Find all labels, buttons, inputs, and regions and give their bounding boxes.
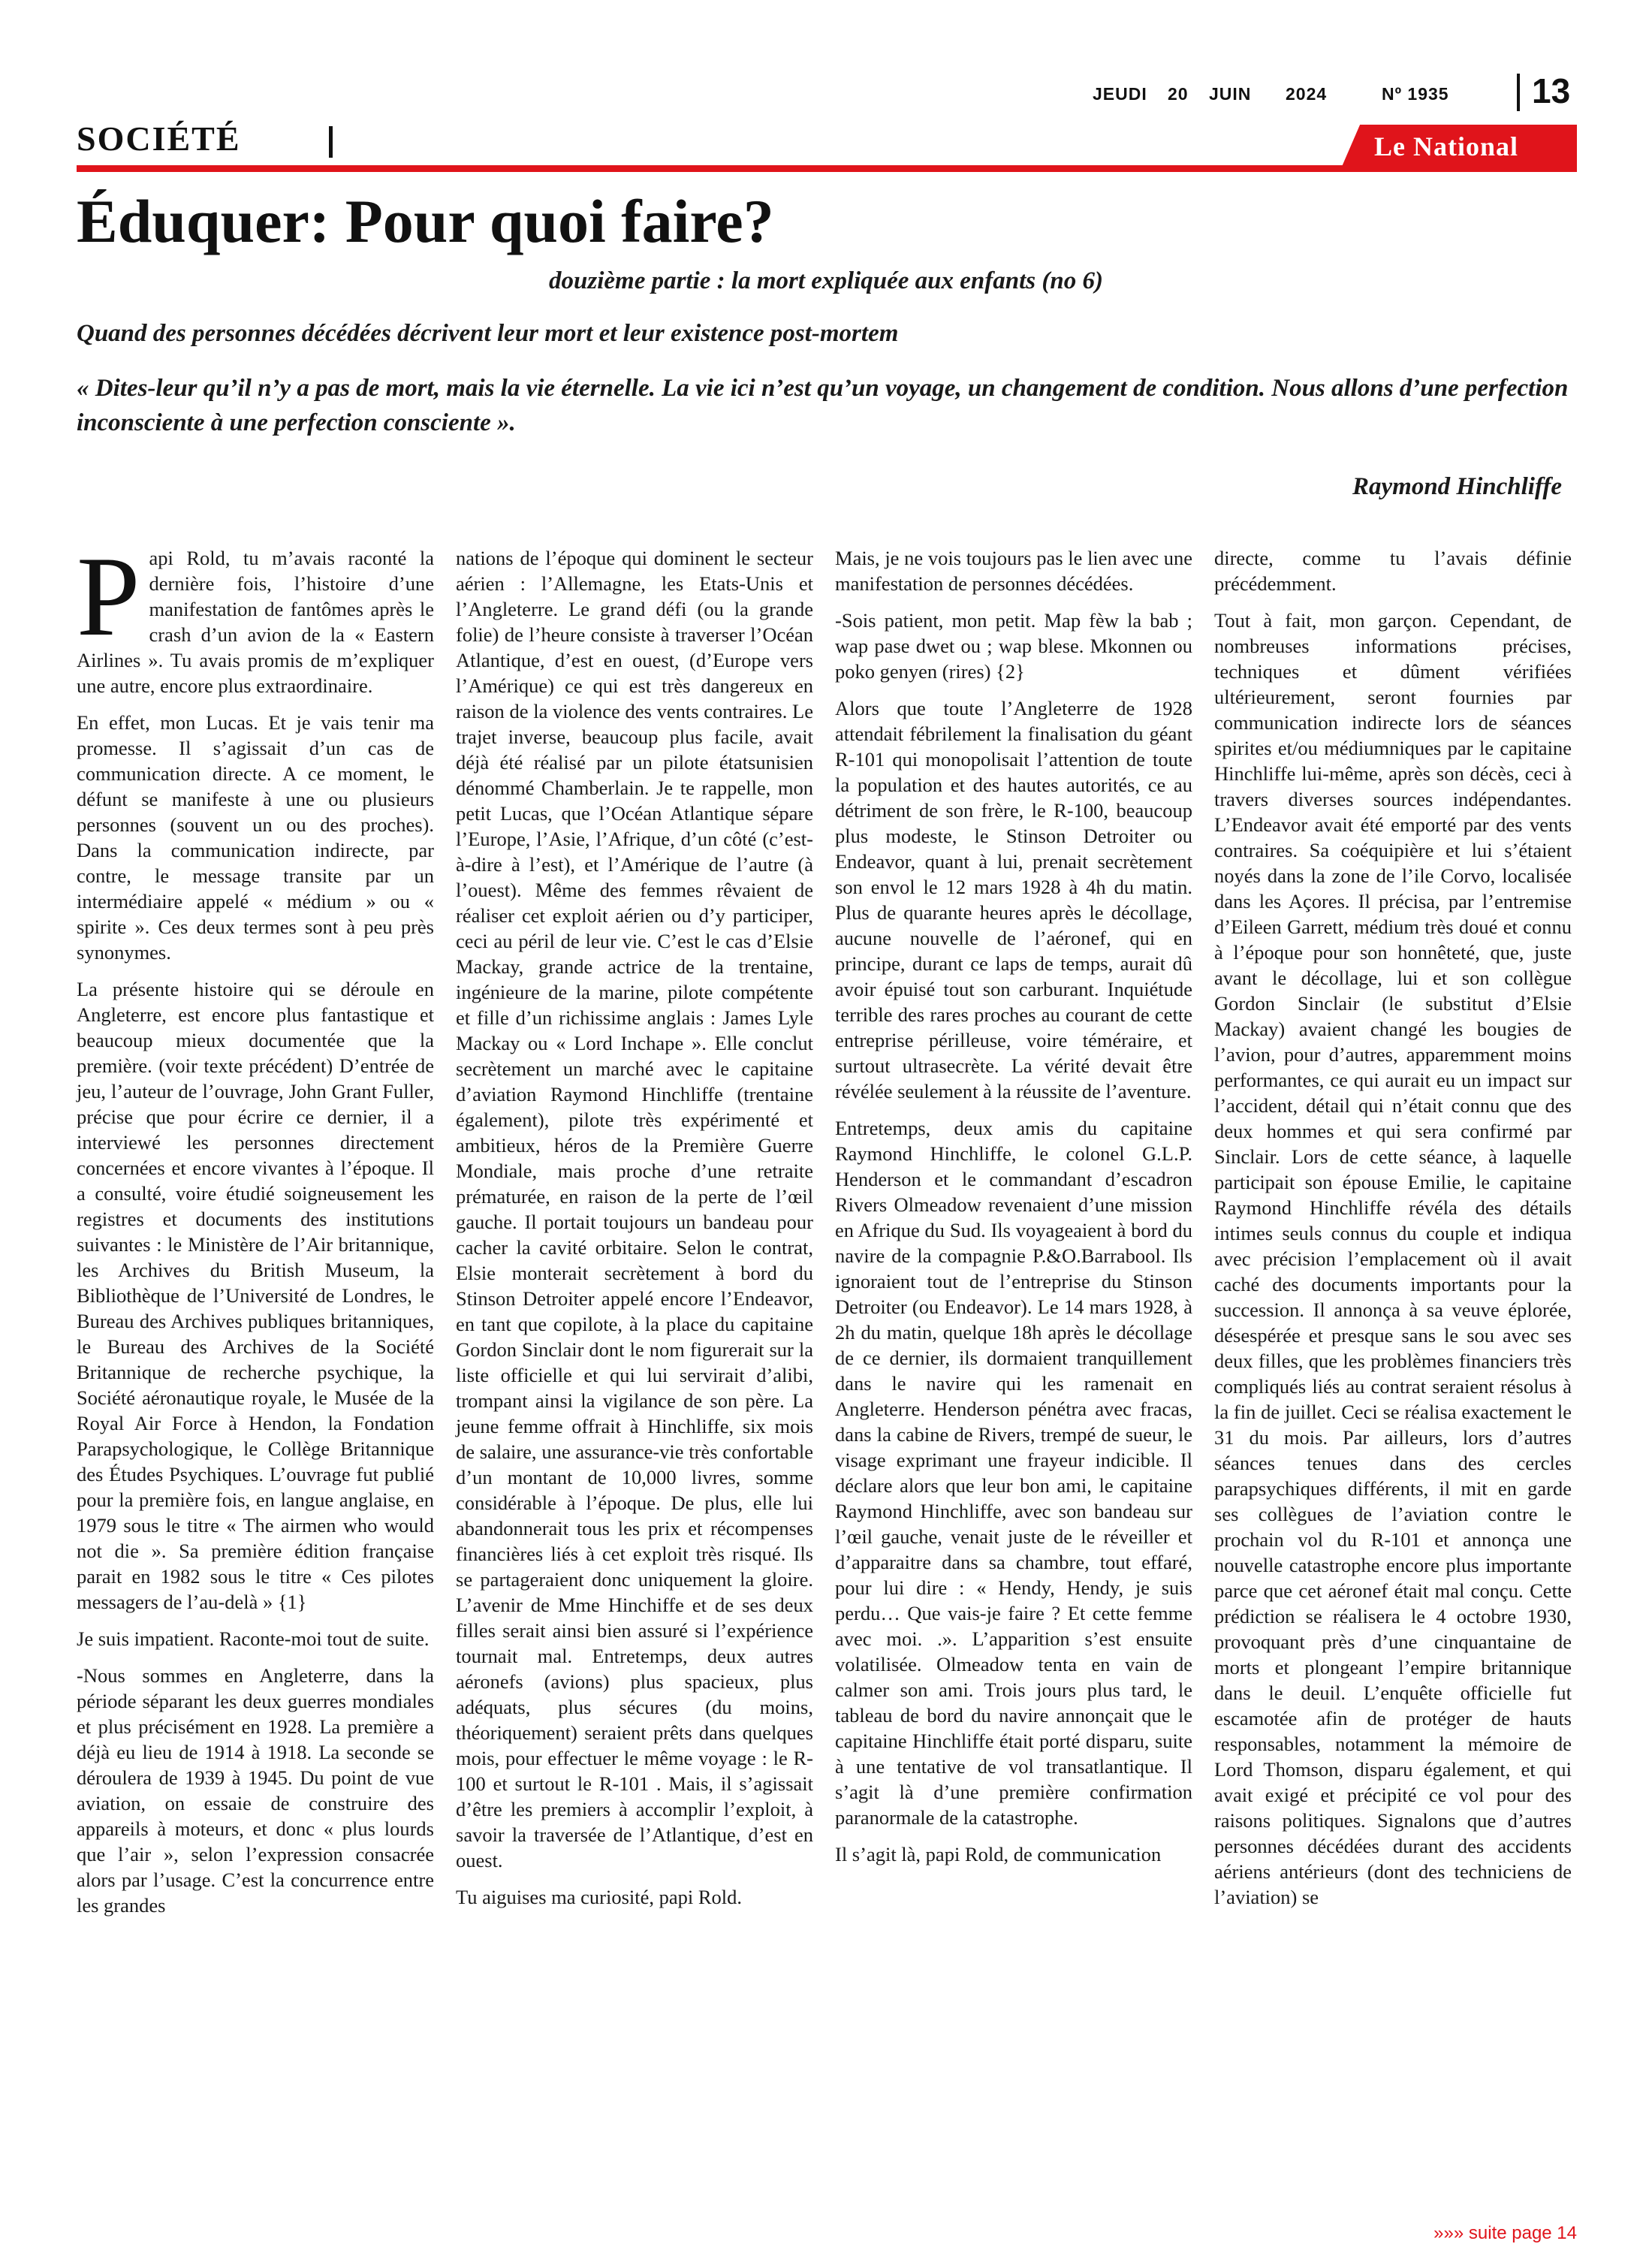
brand-logo: Le National [1374, 131, 1519, 161]
issue-month: JUIN [1209, 84, 1252, 104]
paragraph: Alors que toute l’Angleterre de 1928 attendait fébrilement la finalisation du géant R-101 qui monopolisait l’attention de toute la population et des hautes autorités, ce au détriment de son frère, le R-100, beaucoup plus modeste, le Stinson Detroiter ou Endeavor, quant à lui, prenait secrètement son envol le 12 mars 1928 à 4h du matin. Plus de quarante heures après le décollage, aucune nouvelle de l’aéronef, qui en principe, durant ce laps de temps, aurait dû avoir épuisé tout son carburant. Inquiétude terrible des rares proches au courant de cette entreprise périlleuse, voire téméraire, et surtout ultrasecrète. La vérité devait être révélée seulement à la réussite de l’aventure. [835, 697, 1192, 1102]
paragraph: Je suis impatient. Raconte-moi tout de suite. [77, 1627, 430, 1650]
paragraph-text: api Rold, tu m’avais raconté la dernière fois, l’histoire d’une manifestation de fantômes après le crash d’un avion de la « Eastern Airlines ». Tu avais promis de m’expliquer une autre, encore plus extraordinaire. [77, 547, 434, 697]
paragraph: En effet, mon Lucas. Et je vais tenir ma promesse. Il s’agissait d’un cas de communication directe. A ce moment, le défunt se manifeste à une ou plusieurs personnes (souvent un ou des proches). Dans la communication indirecte, par contre, le message transite par un intermédiaire appelé « médium » ou « spirite ». Ces deux termes sont à peu près synonymes. [77, 711, 434, 964]
article-column-4 [1214, 545, 1572, 1921]
page-divider [1517, 74, 1520, 111]
article-column-2 [456, 545, 813, 1921]
paragraph: Tu aiguises ma curiosité, papi Rold. [456, 1886, 743, 1908]
paragraph: La présente histoire qui se déroule en Angleterre, est encore plus fantastique et beaucoup mieux documentée que la première. (voir texte précédent) D’entrée de jeu, l’auteur de l’ouvrage, John Grant Fuller, précise que pour écrire ce dernier, il a interviewé les personnes directement concernées et encore vivantes à l’époque. Il a consulté, voire étudié soigneusement les registres et documents des institutions suivantes : le Ministère de l’Air britannique, les Archives du British Museum, la Bibliothèque de l’Université de Londres, le Bureau des Archives publiques britanniques, le Bureau des Archives de la Société Britannique de recherche psychique, la Société aéronautique royale, le Musée de la Royal Air Force à Hendon, la Fondation Parapsychologique, le Collège Britannique des Études Psychiques. L’ouvrage fut publié pour la première fois, en langue anglaise, en 1979 sous le titre « The airmen who would not die ». Sa première édition française parait en 1982 sous le titre « Ces pilotes messagers de l’au-delà » {1} [77, 978, 434, 1613]
article-quote: « Dites-leur qu’il n’y a pas de mort, mais la vie éternelle. La vie ici n’est qu’un voyage, un changement de condition. Nous allons d’une perfection inconsciente à une perfection consciente ». [77, 375, 1569, 436]
continued-link[interactable]: »»» suite page 14 [1433, 2223, 1577, 2243]
article-kicker: Quand des personnes décédées décrivent leur mort et leur existence post-mortem [77, 320, 899, 347]
issue-day: JEUDI [1093, 84, 1147, 104]
paragraph: -Sois patient, mon petit. Map fèw la bab ; wap pase dwet ou ; wap blese. Mkonnen ou poko genyen (rires) {2} [835, 609, 1192, 683]
article-subtitle: douzième partie : la mort expliquée aux enfants (no 6) [549, 267, 1103, 294]
article-column-3 [835, 545, 1192, 1878]
page-number: 13 [1532, 71, 1571, 110]
paragraph: Il s’agit là, papi Rold, de communication [835, 1843, 1162, 1865]
issue-number: Nº 1935 [1382, 84, 1449, 104]
section-label: SOCIÉTÉ [77, 119, 241, 158]
article-column-1 [77, 533, 434, 1929]
article-title: Éduquer: Pour quoi faire? [77, 187, 774, 255]
issue-year: 2024 [1286, 84, 1328, 104]
paragraph: -Nous sommes en Angleterre, dans la période séparant les deux guerres mondiales et plus précisément en 1928. La première a déjà eu lieu de 1914 à 1918. La seconde se déroulera de 1939 à 1945. Du point de vue aviation, on essaie de construire des appareils à moteurs, et donc « plus lourds que l’air », selon l’expression consacrée alors par l’usage. C’est la concurrence entre les grandes [77, 1664, 434, 1917]
header-rule [77, 165, 1577, 172]
paragraph: nations de l’époque qui dominent le secteur aérien : l’Allemagne, les Etats-Unis et l’Angleterre. Le grand défi (ou la grande folie) de l’heure consiste à traverser l’Océan Atlantique, d’est en ouest, (d’Europe vers l’Amérique) ce qui est très dangereux en raison de la violence des vents contraires. Le trajet inverse, beaucoup plus facile, avait déjà été réalisé par un pilote étatsunisien dénommé Chamberlain. Je te rappelle, mon petit Lucas, que l’Océan Atlantique sépare l’Europe, l’Asie, l’Afrique, d’un côté (c’est-à-dire à l’est), et l’Amérique de l’autre (à l’ouest). Même des femmes rêvaient de réaliser cet exploit aérien ou d’y participer, ceci au péril de leur vie. C’est le cas d’Elsie Mackay, grande actrice de la trentaine, ingénieure de la marine, pilote compétente et fille d’un richissime anglais : James Lyle Mackay ou « Lord Inchape ». Elle conclut secrètement un marché avec le capitaine d’aviation Raymond Hinchliffe (trentaine également), pilote très expérimenté et ambitieux, héros de la Première Guerre Mondiale, mais proche d’une retraite prématurée, en raison de la perte de l’œil gauche. Il portait toujours un bandeau pour cacher la cavité orbitaire. Selon le contrat, Elsie monterait secrètement à bord du Stinson Detroiter appelé encore l’Endeavor, en tant que copilote, à la place du capitaine Gordon Sinclair dont le nom figurerait sur la liste officielle et qui lui servirait d’alibi, trompant ainsi la vigilance de son père. La jeune femme offrait à Hinchliffe, six mois de salaire, une assurance-vie très confortable d’un montant de 10,000 livres, somme considérable à l’époque. De plus, elle lui abandonnerait tous les prix et récompenses financières liés à cet exploit très risqué. Ils se partageraient donc uniquement la gloire. L’avenir de Mme Hinchiffe et de ses deux filles serait ainsi bien assuré si l’expérience tournait mal. Entretemps, deux autres aéronefs (avions) plus spacieux, plus adéquats, plus sécures (du moins, théoriquement) seraient prêts dans quelques mois, pour effectuer le même voyage : le R-100 et surtout le R-101 . Mais, il s’agissait d’être les premiers à accomplir l’exploit, à savoir la traversée de l’Atlantique, d’est en ouest. [456, 547, 813, 1871]
paragraph: directe, comme tu l’avais définie précédemment. [1214, 547, 1572, 595]
paragraph: Mais, je ne vois toujours pas le lien avec une manifestation de personnes décédées. [835, 547, 1192, 595]
article-author: Raymond Hinchliffe [1352, 473, 1562, 500]
paragraph: Tout à fait, mon garçon. Cependant, de nombreuses informations précises, techniques et dûment vérifiées ultérieurement, seront fournies par communication indirecte lors de séances spirites et/ou médiumniques par le capitaine Hinchliffe lui-même, après son décès, ceci à travers diverses sources indépendantes. L’Endeavor avait été emporté par des vents contraires. Sa coéquipière et lui s’étaient noyés dans la zone de l’ile Corvo, localisée dans les Açores. Il précisa, par l’entremise d’Eileen Garrett, médium très doué et connu à l’époque pour son honnêteté, que, juste avant le décollage, lui et son collègue Gordon Sinclair (le substitut d’Elsie Mackay) avaient changé les bougies de l’avion, pour d’autres, apparemment moins performantes, ce qui aurait eu un impact sur l’accident, détail qui n’était connu que des deux hommes et qui sera confirmé par Sinclair. Lors de cette séance, à laquelle participait son épouse Emilie, le capitaine Raymond Hinchliffe révéla des détails intimes seuls connus du couple et indiqua avec précision l’emplacement où il avait caché des documents importants pour la succession. Il annonça à sa veuve éplorée, désespérée et presque sans le sou avec ses deux filles, que les problèmes financiers très compliqués liés au contrat seraient résolus à la fin de juillet. Ceci se réalisa exactement le 31 du mois. Par ailleurs, lors d’autres séances tenues dans des cercles parapsychiques différents, il mit en garde ses collègues de l’aviation contre le prochain vol du R-101 et annonça une nouvelle catastrophe encore plus importante parce que cet aéronef était mal conçu. Cette prédiction se réalisera le 4 octobre 1930, provoquant près d’une cinquantaine de morts et plongeant l’empire britannique dans le deuil. L’enquête officielle fut escamotée afin de protéger de hauts responsables, notamment la mémoire de Lord Thomson, disparu également, et qui avait exigé et précipité ce vol pour des raisons politiques. Signalons que d’autres personnes décédées durant des accidents aériens antérieurs (dont des techniciens de l’aviation) se [1214, 609, 1572, 1908]
drop-cap: P [77, 533, 140, 659]
paragraph [77, 533, 434, 698]
section-divider [329, 126, 333, 158]
issue-date: 20 [1168, 84, 1189, 104]
paragraph: Entretemps, deux amis du capitaine Raymond Hinchliffe, le colonel G.L.P. Henderson et le commandant d’escadron Rivers Olmeadow revenaient d’une mission en Afrique du Sud. Ils voyageaient à bord du navire de la compagnie P.&O.Barrabool. Ils ignoraient tout de l’entreprise du Stinson Detroiter (ou Endeavor). Le 14 mars 1928, à 2h du matin, quelque 18h après le décollage de ce dernier, ils dormaient tranquillement dans le navire qui les ramenait en Angleterre. Henderson pénétra avec fracas, dans la cabine de Rivers, trempé de sueur, le visage exprimant une frayeur indicible. Il déclare alors que leur bon ami, le capitaine Raymond Hinchliffe, avec son bandeau sur l’œil gauche, venait juste de le réveiller et d’apparaitre dans sa chambre, tout effaré, pour lui dire : « Hendy, Hendy, je suis perdu… Que vais-je faire ? Et cette femme avec moi. .». L’apparition s’est ensuite volatilisée. Olmeadow tenta en vain de calmer son ami. Trois jours plus tard, le tableau de bord du navire annonçait que le capitaine Hinchliffe était porté disparu, suite à une tentative de vol transatlantique. Il s’agit là d’une première confirmation paranormale de la catastrophe. [835, 1117, 1192, 1829]
